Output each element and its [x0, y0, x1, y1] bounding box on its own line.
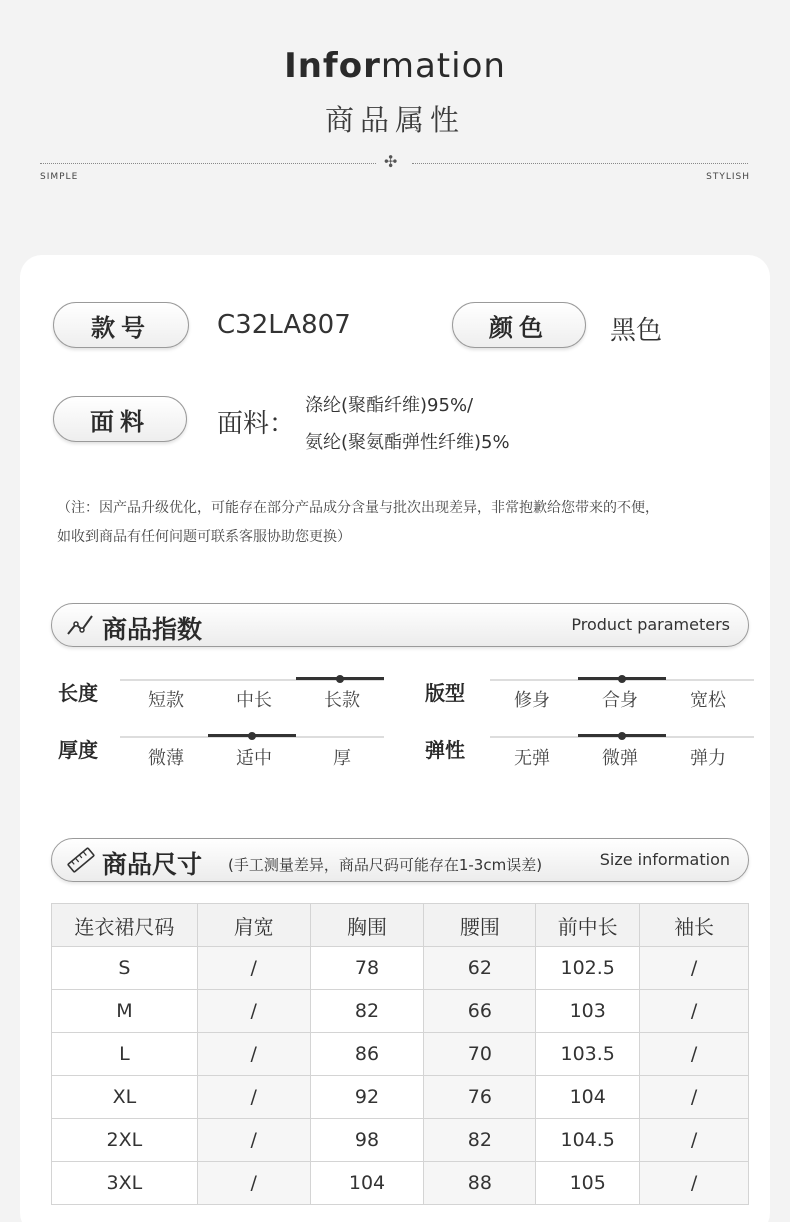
table-cell: / [640, 947, 749, 990]
size-title: 商品尺寸 [102, 850, 203, 879]
size-table-body [52, 947, 749, 1205]
table-row [52, 1162, 749, 1205]
param-dot-elasticity [618, 732, 626, 740]
table-cell: 82 [310, 990, 424, 1033]
note-line-1: （注：因产品升级优化，可能存在部分产品成分含量与批次出现差异，非常抱歉给您带来的不便， [57, 500, 659, 516]
table-cell: / [197, 1076, 310, 1119]
params-bar [51, 603, 749, 647]
param-label-fit: 版型 [425, 681, 465, 705]
table-cell: / [197, 1033, 310, 1076]
title-en-light: mation [380, 46, 506, 86]
table-cell: / [640, 1119, 749, 1162]
table-cell: M [52, 990, 198, 1033]
table-cell: / [640, 990, 749, 1033]
table-cell: 104.5 [536, 1119, 640, 1162]
cross-ornament-icon: ✣ [384, 152, 398, 171]
param-dot-fit [618, 675, 626, 683]
param-option: 短款 [148, 690, 184, 711]
table-cell: 78 [310, 947, 424, 990]
param-label-elasticity: 弹性 [425, 738, 465, 762]
param-label-length: 长度 [58, 681, 98, 705]
param-option: 适中 [236, 748, 272, 769]
size-table [51, 903, 749, 1205]
param-option: 厚 [333, 748, 351, 769]
column-header: 前中长 [536, 904, 640, 947]
table-cell: / [197, 1162, 310, 1205]
note-line-2: 如收到商品有任何问题可联系客服协助您更换） [57, 529, 351, 545]
stylish-tag: STYLISH [706, 172, 750, 182]
table-cell: 3XL [52, 1162, 198, 1205]
param-label-thickness: 厚度 [58, 738, 98, 762]
table-cell: 66 [424, 990, 536, 1033]
fabric-prefix: 面料： [217, 409, 296, 439]
fabric-label: 面料 [53, 396, 187, 442]
table-cell: 92 [310, 1076, 424, 1119]
table-cell: 82 [424, 1119, 536, 1162]
params-title-en: Product parameters [571, 615, 730, 634]
table-row [52, 990, 749, 1033]
param-option: 长款 [324, 690, 360, 711]
table-cell: 104 [536, 1076, 640, 1119]
trend-line-icon [66, 612, 96, 638]
size-subtitle: (手工测量差异，商品尺码可能存在1-3cm误差) [228, 856, 543, 874]
column-header: 袖长 [640, 904, 749, 947]
table-cell: / [640, 1033, 749, 1076]
table-cell: XL [52, 1076, 198, 1119]
param-dot-length [336, 675, 344, 683]
param-dot-thickness [248, 732, 256, 740]
params-title: 商品指数 [102, 615, 203, 644]
table-cell: 103 [536, 990, 640, 1033]
param-option: 微弹 [602, 748, 638, 769]
table-cell: / [640, 1162, 749, 1205]
table-cell: 2XL [52, 1119, 198, 1162]
page-title-cn: 商品属性 [324, 103, 465, 137]
param-option: 弹力 [690, 748, 726, 769]
param-option: 微薄 [148, 748, 184, 769]
simple-tag: SIMPLE [40, 172, 79, 182]
table-cell: 62 [424, 947, 536, 990]
color-value: 黑色 [610, 316, 663, 346]
style-number-label: 款号 [53, 302, 189, 348]
table-row [52, 1076, 749, 1119]
column-header: 腰围 [424, 904, 536, 947]
style-number-value: C32LA807 [217, 310, 351, 340]
ruler-icon [66, 847, 96, 873]
table-cell: 103.5 [536, 1033, 640, 1076]
table-row [52, 947, 749, 990]
table-cell: / [197, 990, 310, 1033]
table-cell: 105 [536, 1162, 640, 1205]
title-en-bold: Infor [284, 46, 381, 86]
table-header-row [52, 904, 749, 947]
table-cell: 76 [424, 1076, 536, 1119]
color-label: 颜色 [452, 302, 586, 348]
table-cell: 102.5 [536, 947, 640, 990]
param-option: 宽松 [690, 690, 726, 711]
table-cell: / [640, 1076, 749, 1119]
param-option: 合身 [602, 690, 638, 711]
param-option: 中长 [236, 690, 272, 711]
divider-left [40, 163, 376, 164]
fabric-line-2: 氨纶(聚氨酯弹性纤维)5% [305, 432, 510, 453]
table-row [52, 1033, 749, 1076]
fabric-line-1: 涤纶(聚酯纤维)95%/ [305, 395, 474, 416]
divider-right [412, 163, 748, 164]
table-cell: / [197, 947, 310, 990]
size-bar [51, 838, 749, 882]
table-cell: L [52, 1033, 198, 1076]
table-cell: 104 [310, 1162, 424, 1205]
table-cell: S [52, 947, 198, 990]
column-header: 胸围 [310, 904, 424, 947]
column-header: 连衣裙尺码 [52, 904, 198, 947]
page-title-en [0, 46, 790, 86]
table-cell: 88 [424, 1162, 536, 1205]
param-option: 修身 [514, 690, 550, 711]
table-cell: 98 [310, 1119, 424, 1162]
param-option: 无弹 [514, 748, 550, 769]
table-row [52, 1119, 749, 1162]
column-header: 肩宽 [197, 904, 310, 947]
size-title-en: Size information [599, 850, 730, 869]
table-cell: 86 [310, 1033, 424, 1076]
table-cell: / [197, 1119, 310, 1162]
table-cell: 70 [424, 1033, 536, 1076]
